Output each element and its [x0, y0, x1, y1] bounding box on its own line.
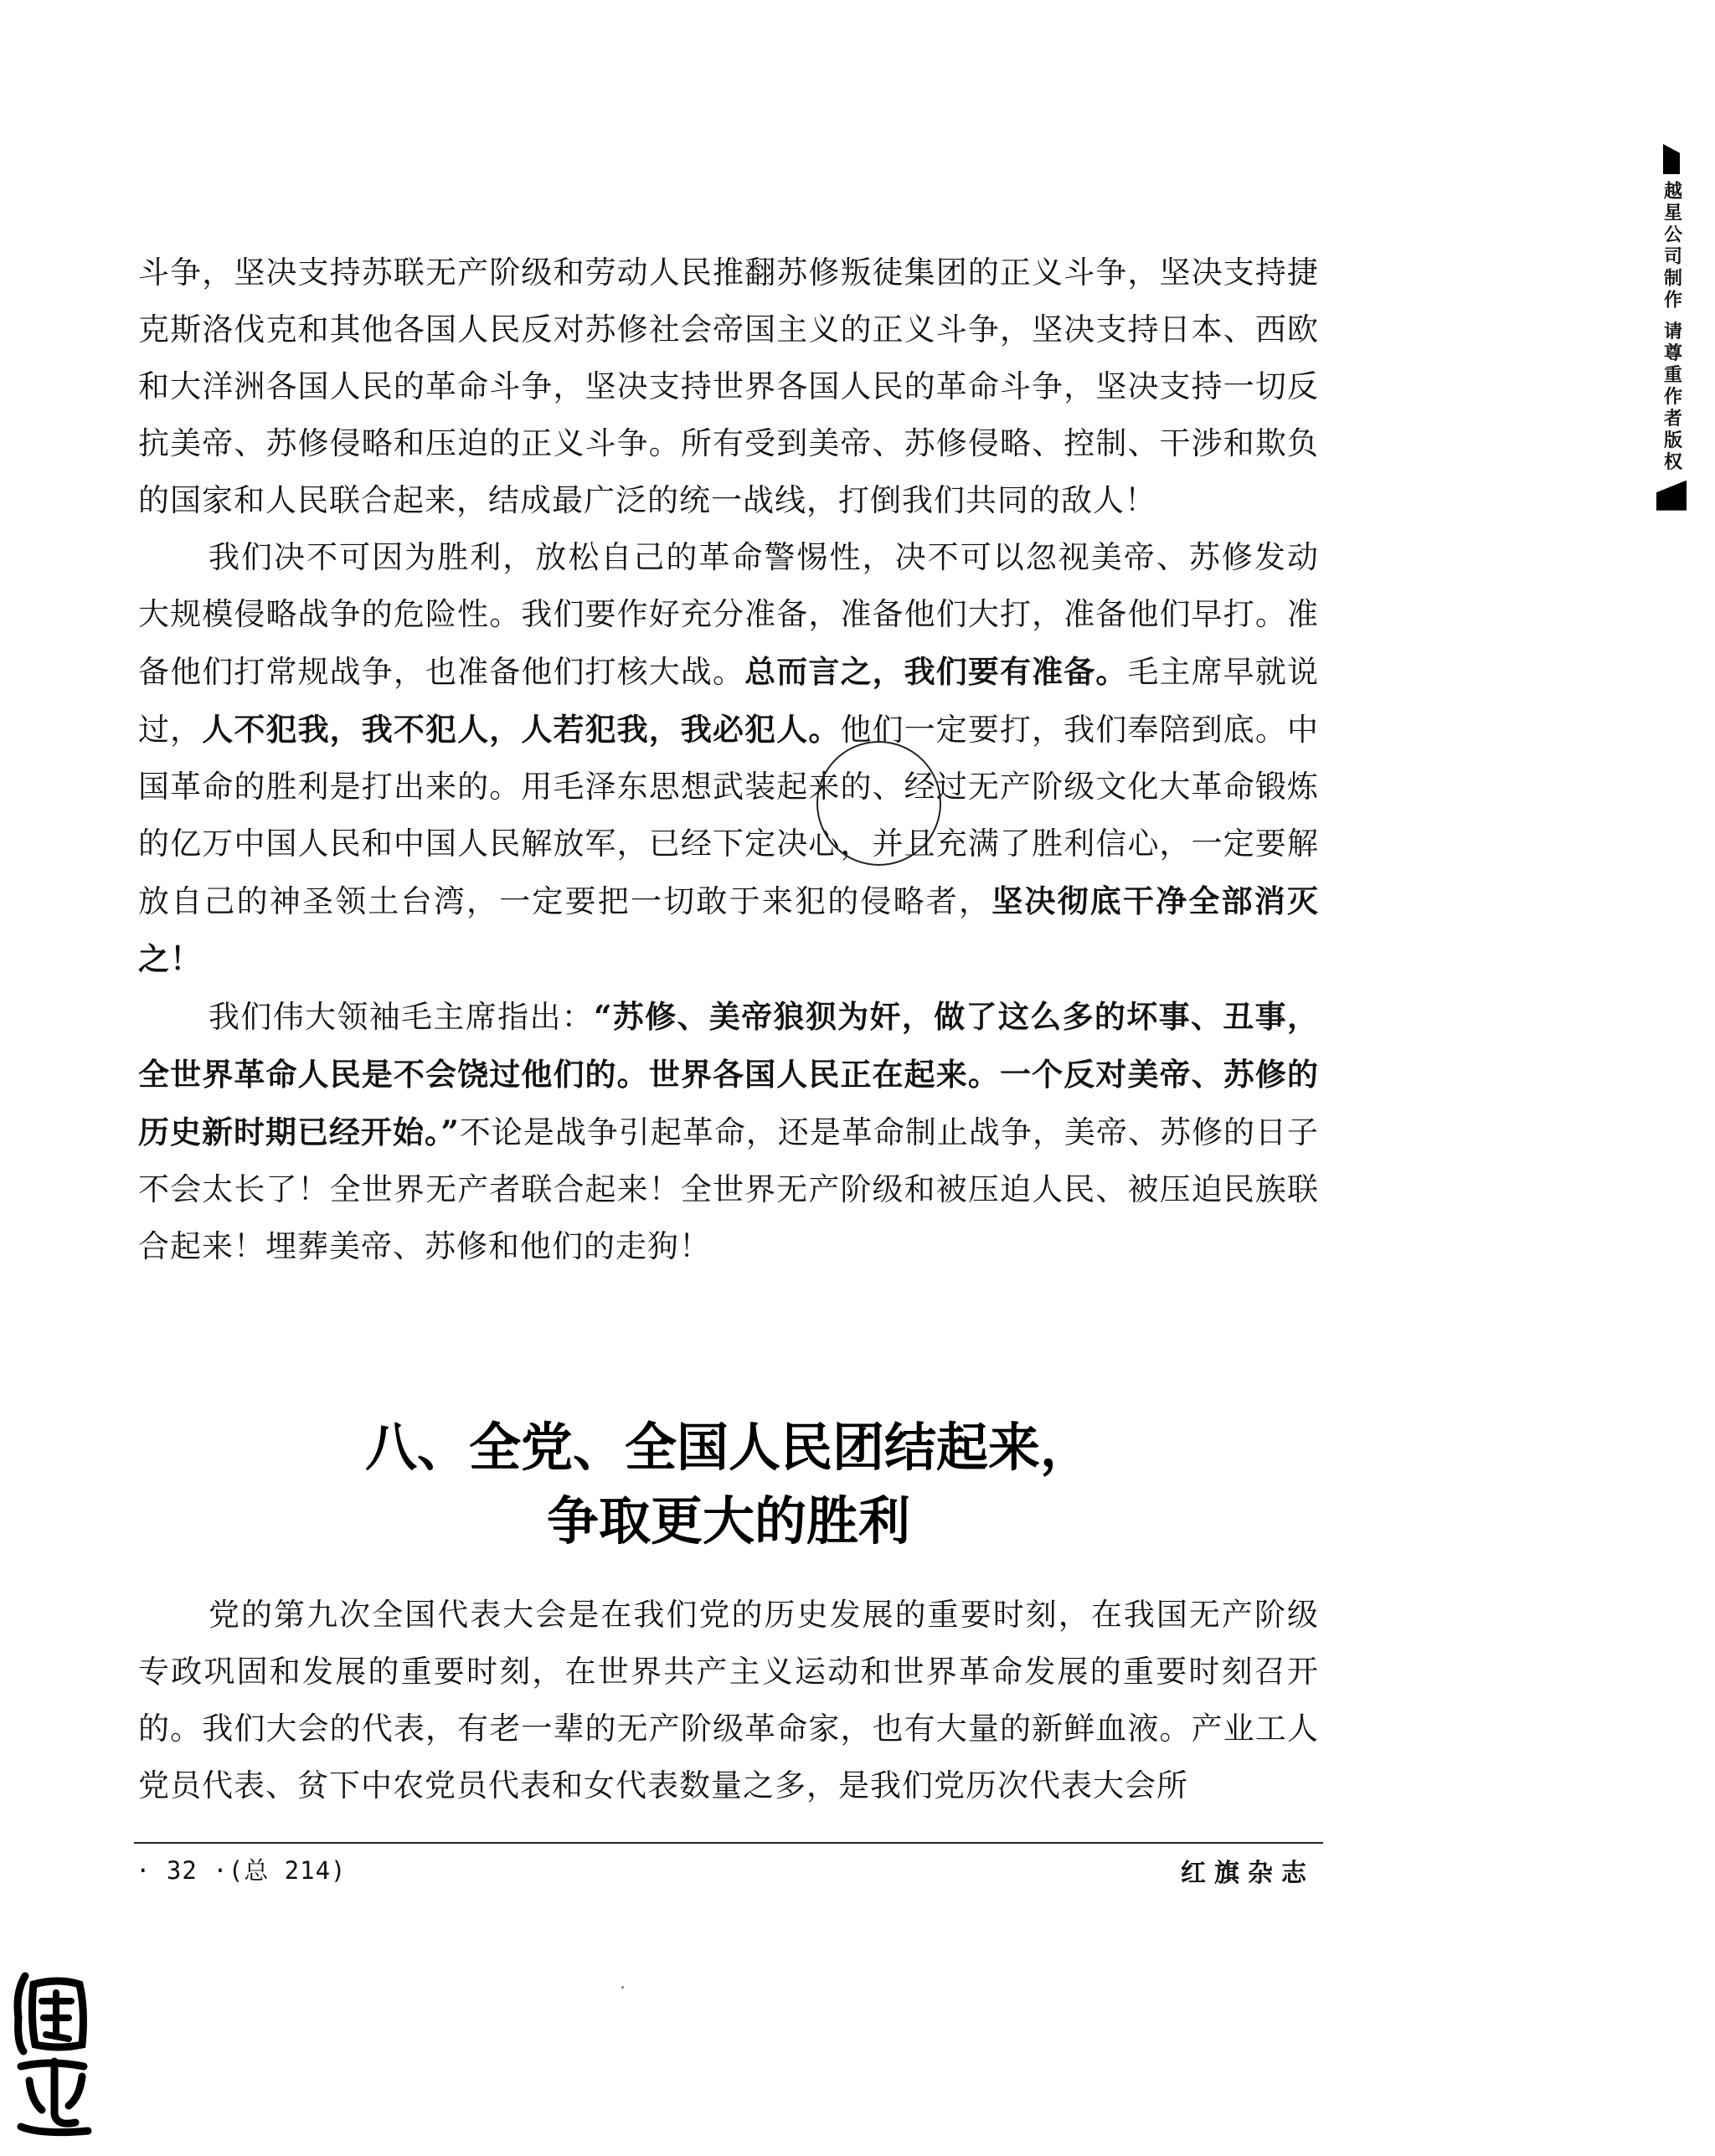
text-run: 我们伟大领袖毛主席指出： [209, 999, 595, 1035]
section-heading [138, 1411, 1319, 1558]
page-number: · 32 ·(总 214) [136, 1856, 347, 1885]
footer-rule [134, 1842, 1323, 1844]
text-run: 党的第九次全国代表大会是在我们党的历史发展的重要时刻，在我国无产阶级专政巩固和发展的重要时刻，在世界共产主义运动和世界革命发展的重要时刻召开的。我们大会的代表，有老一辈的无产阶级革命家，也有大量的新鲜血液。产业工人党员代表、贫下中农党员代表和女代表数量之多，是我们党历次代表大会所 [138, 1597, 1319, 1804]
scan-speck [621, 1986, 624, 1989]
text-run: 他们一定要打，我们奉陪到底。中国革命的胜利是打出来的。用毛泽东思想武装起来的、经过无产阶级文化大革命锻炼的亿万中国人民和中国人民解放军，已经下定决心，并且充满了胜利信心，一定要解放自己的神圣领土台湾，一定要把一切敢于来犯的侵略者， [138, 712, 1320, 919]
seal-stamp [8, 1968, 100, 2139]
side-note-text: 越星公司制作 请尊重作者版权 [1661, 181, 1682, 474]
paragraph [138, 1587, 1319, 1814]
body-text-top [138, 244, 1319, 1275]
body-text-bottom [138, 1587, 1319, 1814]
circle-annotation-mark [816, 741, 941, 866]
heading-line-1: 八、全党、全国人民团结起来， [364, 1417, 1092, 1478]
side-bar-bottom-mark [1656, 481, 1687, 511]
paragraph [138, 988, 1319, 1275]
emphasized-text: 总而言之，我们要有准备。 [744, 653, 1128, 690]
emphasized-text: 坚决彻底干净全部消灭之！ [138, 882, 1320, 977]
heading-line-2: 争取更大的胜利 [546, 1490, 910, 1551]
text-run: 我们决不可因为胜利，放松自己的革命警惕性，决不可以忽视美帝、苏修发动大规模侵略战争的危险性。我们要作好充分准备，准备他们大打，准备他们早打。准备他们打常规战争，也准备他们打核大战。 [138, 539, 1319, 690]
paragraph [138, 244, 1319, 529]
text-run: 毛主席早就说过， [138, 654, 1320, 748]
side-bar-top-mark [1663, 144, 1680, 174]
emphasized-text: “苏修、美帝狼狈为奸，做了这么多的坏事、丑事，全世界革命人民是不会饶过他们的。世界各国人民正在起来。一个反对美帝、苏修的历史新时期已经开始。” [138, 998, 1320, 1150]
copyright-side-note [1656, 144, 1687, 511]
text-run: 斗争，坚决支持苏联无产阶级和劳动人民推翻苏修叛徒集团的正义斗争，坚决支持捷克斯洛伐克和其他各国人民反对苏修社会帝国主义的正义斗争，坚决支持日本、西欧和大洋洲各国人民的革命斗争，坚决支持世界各国人民的革命斗争，坚决支持一切反抗美帝、苏修侵略和压迫的正义斗争。所有受到美帝、苏修侵略、控制、干涉和欺负的国家和人民联合起来，结成最广泛的统一战线，打倒我们共同的敌人！ [138, 255, 1319, 518]
paragraph [138, 529, 1319, 988]
journal-name: 红旗杂志 [1181, 1859, 1315, 1888]
emphasized-text: 人不犯我，我不犯人，人若犯我，我必犯人。 [202, 711, 841, 748]
text-run: 不论是战争引起革命，还是革命制止战争，美帝、苏修的日子不会太长了！全世界无产者联合起来！全世界无产阶级和被压迫人民、被压迫民族联合起来！埋葬美帝、苏修和他们的走狗！ [138, 1114, 1319, 1264]
